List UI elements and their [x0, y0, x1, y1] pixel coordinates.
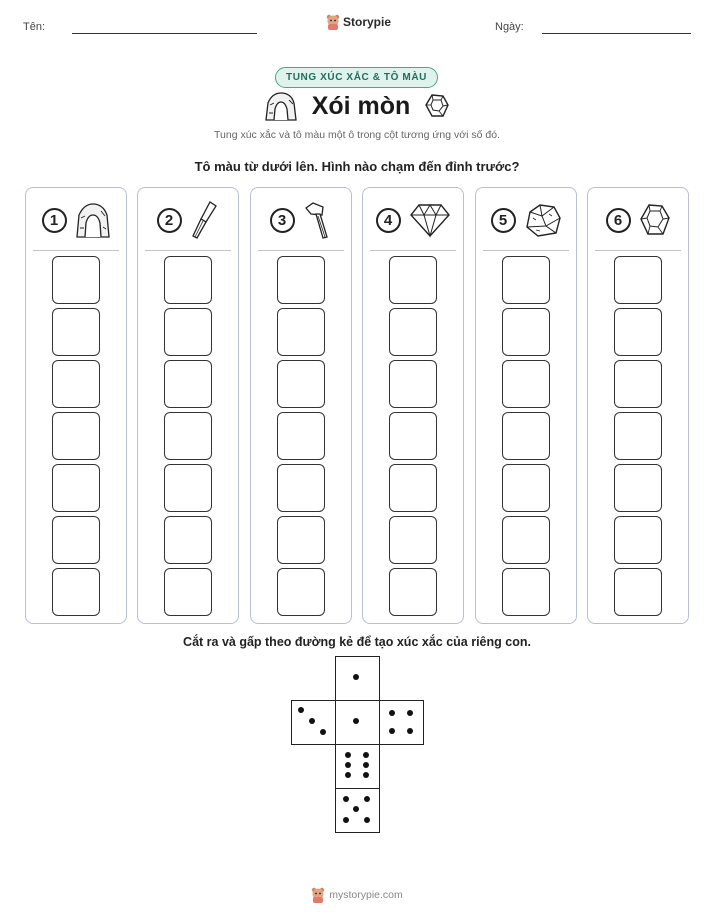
number-badge: 4 [376, 208, 401, 233]
cell[interactable] [52, 516, 100, 564]
cell[interactable] [614, 516, 662, 564]
pip [364, 796, 370, 802]
pip [320, 729, 326, 735]
pip [343, 796, 349, 802]
pip [363, 772, 369, 778]
pip [389, 710, 395, 716]
cell[interactable] [389, 360, 437, 408]
chisel-icon [190, 200, 220, 240]
column-divider [145, 250, 231, 251]
page-title: Xói mòn [311, 91, 411, 120]
cell[interactable] [389, 256, 437, 304]
number-badge: 5 [491, 208, 516, 233]
cell[interactable] [52, 568, 100, 616]
cell[interactable] [502, 412, 550, 460]
cell[interactable] [389, 568, 437, 616]
pip [353, 806, 359, 812]
cell[interactable] [277, 516, 325, 564]
date-label: Ngày: [495, 21, 524, 33]
cell[interactable] [52, 256, 100, 304]
column-divider [483, 250, 569, 251]
pip [345, 772, 351, 778]
cell[interactable] [164, 308, 212, 356]
column-header [588, 200, 688, 240]
pip [363, 752, 369, 758]
activity-badge: TUNG XÚC XẮC & TÔ MÀU [275, 67, 438, 88]
cell[interactable] [164, 464, 212, 512]
rock-arch-icon [75, 201, 111, 239]
cell[interactable] [502, 568, 550, 616]
column-5 [475, 187, 577, 624]
die-face-3 [291, 700, 336, 745]
column-header [26, 200, 126, 240]
cell[interactable] [277, 412, 325, 460]
cell[interactable] [164, 412, 212, 460]
name-line [72, 33, 257, 34]
cell[interactable] [164, 516, 212, 564]
bear-icon [311, 887, 325, 903]
cell[interactable] [389, 464, 437, 512]
column-divider [370, 250, 456, 251]
cell[interactable] [502, 256, 550, 304]
cell[interactable] [502, 308, 550, 356]
pip [345, 752, 351, 758]
cell[interactable] [389, 308, 437, 356]
crystal-icon [424, 93, 450, 119]
pip [407, 710, 413, 716]
hammer-icon [303, 200, 333, 240]
cell[interactable] [52, 464, 100, 512]
die-face-1 [335, 700, 380, 745]
footer [0, 887, 714, 903]
column-header [138, 200, 238, 240]
column-header [476, 200, 576, 240]
brand-logo [326, 14, 391, 30]
column-4 [362, 187, 464, 624]
cell[interactable] [502, 360, 550, 408]
number-badge: 1 [42, 208, 67, 233]
cell[interactable] [614, 464, 662, 512]
title-row [0, 91, 714, 121]
pip [353, 718, 359, 724]
cell[interactable] [614, 308, 662, 356]
number-badge: 3 [270, 208, 295, 233]
column-divider [595, 250, 681, 251]
footer-url[interactable]: mystorypie.com [329, 889, 403, 901]
pip [345, 762, 351, 768]
cell[interactable] [164, 360, 212, 408]
column-6 [587, 187, 689, 624]
column-1 [25, 187, 127, 624]
bear-icon [326, 14, 340, 30]
pip [298, 707, 304, 713]
cell[interactable] [389, 412, 437, 460]
cell[interactable] [52, 308, 100, 356]
die-face-1 [335, 656, 380, 701]
crystal-icon [639, 202, 671, 238]
cell[interactable] [164, 568, 212, 616]
pip [343, 817, 349, 823]
column-3 [250, 187, 352, 624]
die-face-6 [335, 744, 380, 789]
column-header [251, 200, 351, 240]
cut-instruction: Cắt ra và gấp theo đường kẻ để tạo xúc xắc của riêng con. [183, 635, 531, 649]
cell[interactable] [614, 412, 662, 460]
cell[interactable] [502, 516, 550, 564]
cell[interactable] [277, 568, 325, 616]
cell[interactable] [164, 256, 212, 304]
question: Tô màu từ dưới lên. Hình nào chạm đến đỉnh trước? [194, 159, 520, 174]
rock-icon [524, 202, 562, 238]
pip [363, 762, 369, 768]
pip [389, 728, 395, 734]
pip [407, 728, 413, 734]
column-divider [258, 250, 344, 251]
cell[interactable] [389, 516, 437, 564]
rock-arch-icon [264, 91, 298, 121]
cell[interactable] [277, 256, 325, 304]
die-face-5 [335, 788, 380, 833]
cell[interactable] [277, 308, 325, 356]
pip [309, 718, 315, 724]
brand-name: Storypie [343, 15, 392, 29]
cell[interactable] [277, 464, 325, 512]
column-divider [33, 250, 119, 251]
column-2 [137, 187, 239, 624]
cell[interactable] [52, 360, 100, 408]
die-face-4 [379, 700, 424, 745]
diamond-icon [409, 202, 451, 238]
cell[interactable] [614, 256, 662, 304]
cell[interactable] [502, 464, 550, 512]
cell[interactable] [614, 360, 662, 408]
cell[interactable] [614, 568, 662, 616]
pip [364, 817, 370, 823]
instructions: Tung xúc xắc và tô màu một ô trong cột tương ứng với số đó. [214, 129, 500, 141]
pip [353, 674, 359, 680]
number-badge: 2 [157, 208, 182, 233]
number-badge: 6 [606, 208, 631, 233]
name-label: Tên: [23, 21, 46, 33]
cell[interactable] [277, 360, 325, 408]
column-header [363, 200, 463, 240]
cell[interactable] [52, 412, 100, 460]
date-line [542, 33, 691, 34]
